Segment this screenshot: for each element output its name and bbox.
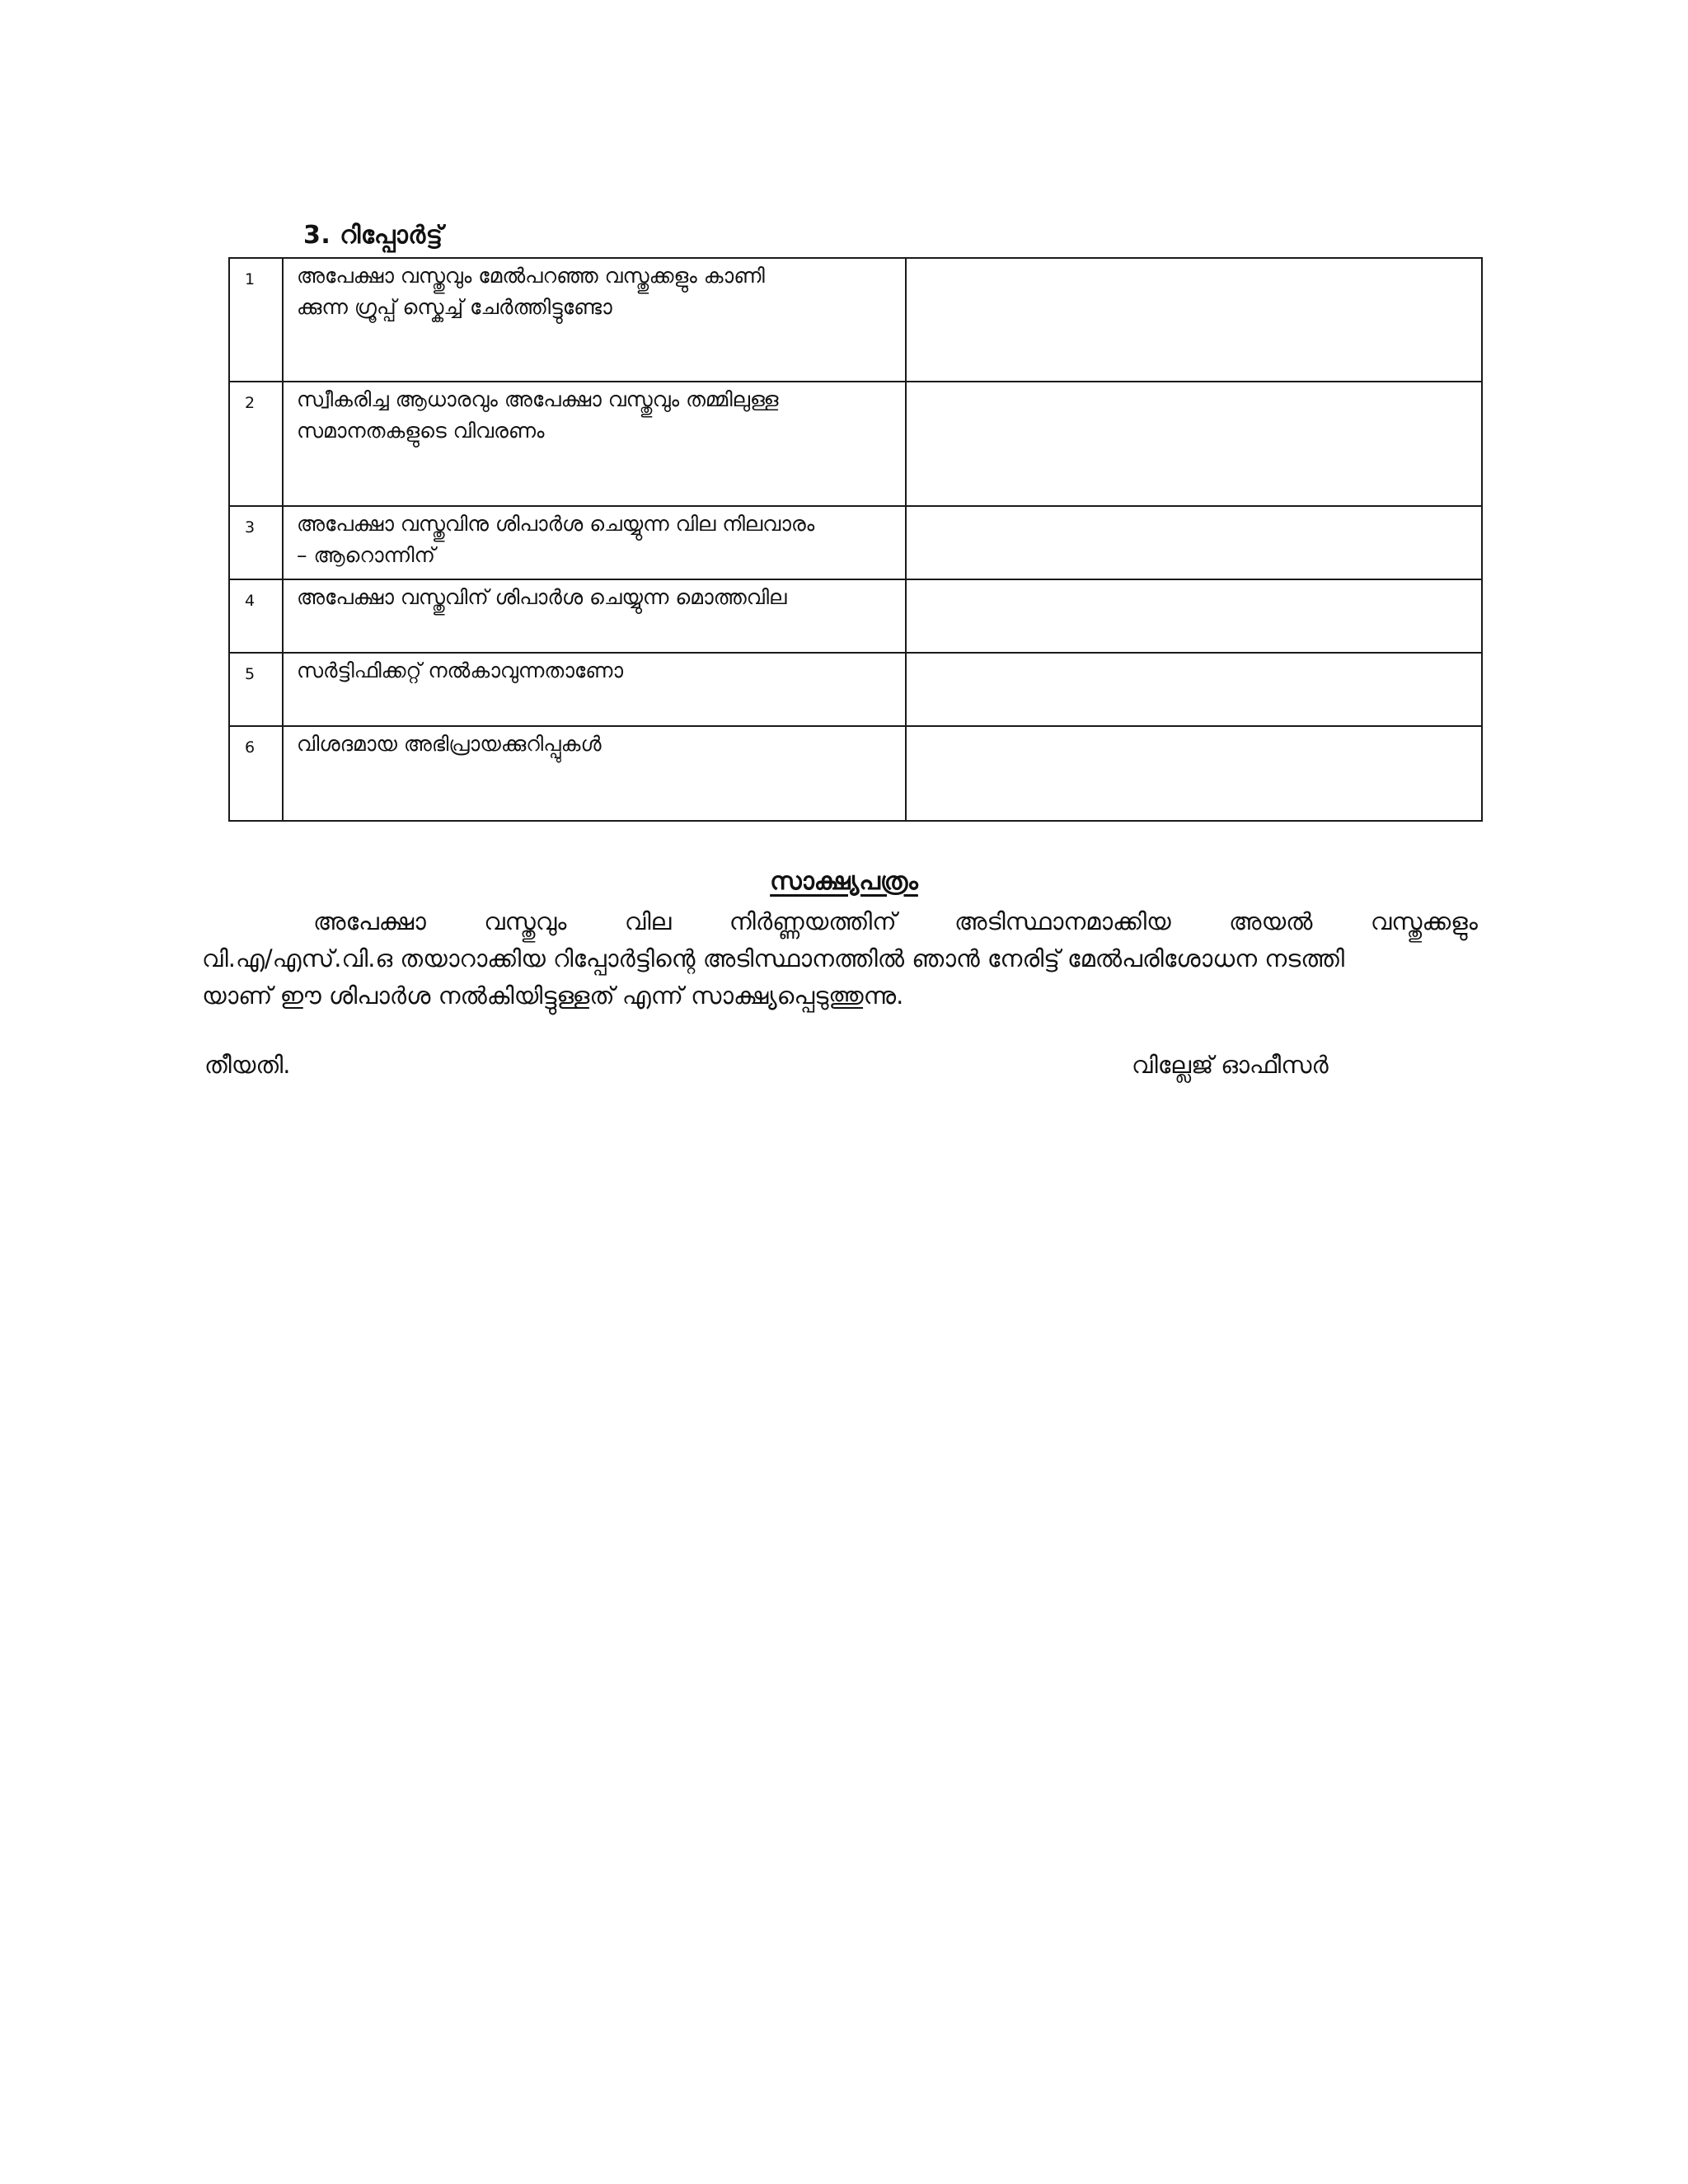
village-officer-label: വില്ലേജ് ഓഫീസർ <box>1132 1051 1329 1079</box>
certificate-word: അടിസ്ഥാനമാക്കിയ <box>954 907 1171 935</box>
row-number: 1 <box>229 258 283 382</box>
table-row <box>229 653 1482 726</box>
certificate-word: വസ്തുവും <box>484 907 567 935</box>
table-row <box>229 258 1482 382</box>
certificate-word: അയൽ <box>1229 907 1313 935</box>
row-question <box>283 258 906 382</box>
row-question <box>283 506 906 579</box>
row-number: 4 <box>229 579 283 653</box>
answer-cell[interactable] <box>906 653 1482 726</box>
question-line: ക്കുന്ന ഗ്രൂപ്പ് സ്കെച്ച് ചേർത്തിട്ടുണ്ടോ <box>297 295 612 319</box>
question-line: അപേക്ഷാ വസ്തുവും മേൽപറഞ്ഞ വസ്തുക്കളും കാണി <box>297 264 765 288</box>
question-line: സമാനതകളുടെ വിവരണം <box>297 419 545 443</box>
question-line: അപേക്ഷാ വസ്തുവിന് ശിപാർശ ചെയ്യുന്ന മൊത്തവില <box>297 585 787 609</box>
row-question <box>283 726 906 821</box>
table-row <box>229 726 1482 821</box>
answer-cell[interactable] <box>906 382 1482 506</box>
question-line: സർട്ടിഫിക്കറ്റ് നൽകാവുന്നതാണോ <box>297 658 624 682</box>
row-question <box>283 653 906 726</box>
answer-cell[interactable] <box>906 258 1482 382</box>
question-line: – ആറൊന്നിന് <box>297 543 435 567</box>
certificate-word: വസ്തുക്കളും <box>1370 907 1478 935</box>
row-number: 2 <box>229 382 283 506</box>
row-question <box>283 579 906 653</box>
report-section-heading: 3. റിപ്പോർട്ട് <box>303 221 443 250</box>
row-question <box>283 382 906 506</box>
table-row <box>229 382 1482 506</box>
row-number: 5 <box>229 653 283 726</box>
row-number: 3 <box>229 506 283 579</box>
certificate-word: വില <box>624 907 672 935</box>
answer-cell[interactable] <box>906 579 1482 653</box>
report-table <box>228 257 1483 822</box>
certificate-title-text: സാക്ഷ്യപത്രം <box>770 867 918 896</box>
certificate-word: അപേക്ഷാ <box>313 907 426 935</box>
certificate-word: നിർണ്ണയത്തിന് <box>729 907 897 935</box>
certificate-body <box>202 903 1478 1015</box>
answer-cell[interactable] <box>906 506 1482 579</box>
date-label: തീയതി. <box>204 1051 291 1079</box>
table-row <box>229 579 1482 653</box>
certificate-title <box>0 867 1688 896</box>
question-line: സ്വീകരിച്ച ആധാരവും അപേക്ഷാ വസ്തുവും തമ്മിലുള്ള <box>297 387 779 411</box>
answer-cell[interactable] <box>906 726 1482 821</box>
certificate-line-3: യാണ് ഈ ശിപാർശ നൽകിയിട്ടുള്ളത് എന്ന് സാക്ഷ്യപ്പെടുത്തുന്നു. <box>202 982 904 1010</box>
question-line: അപേക്ഷാ വസ്തുവിനു ശിപാർശ ചെയ്യുന്ന വില നിലവാരം <box>297 512 815 536</box>
certificate-line-2: വി.എ/എസ്.വി.ഒ തയാറാക്കിയ റിപ്പോർട്ടിന്റെ അടിസ്ഥാനത്തിൽ ഞാൻ നേരിട്ട് മേൽപരിശോധന നടത്തി <box>202 944 1345 972</box>
table-row <box>229 506 1482 579</box>
row-number: 6 <box>229 726 283 821</box>
question-line: വിശദമായ അഭിപ്രായക്കുറിപ്പുകൾ <box>297 732 602 756</box>
certificate-line-1 <box>202 903 1478 940</box>
